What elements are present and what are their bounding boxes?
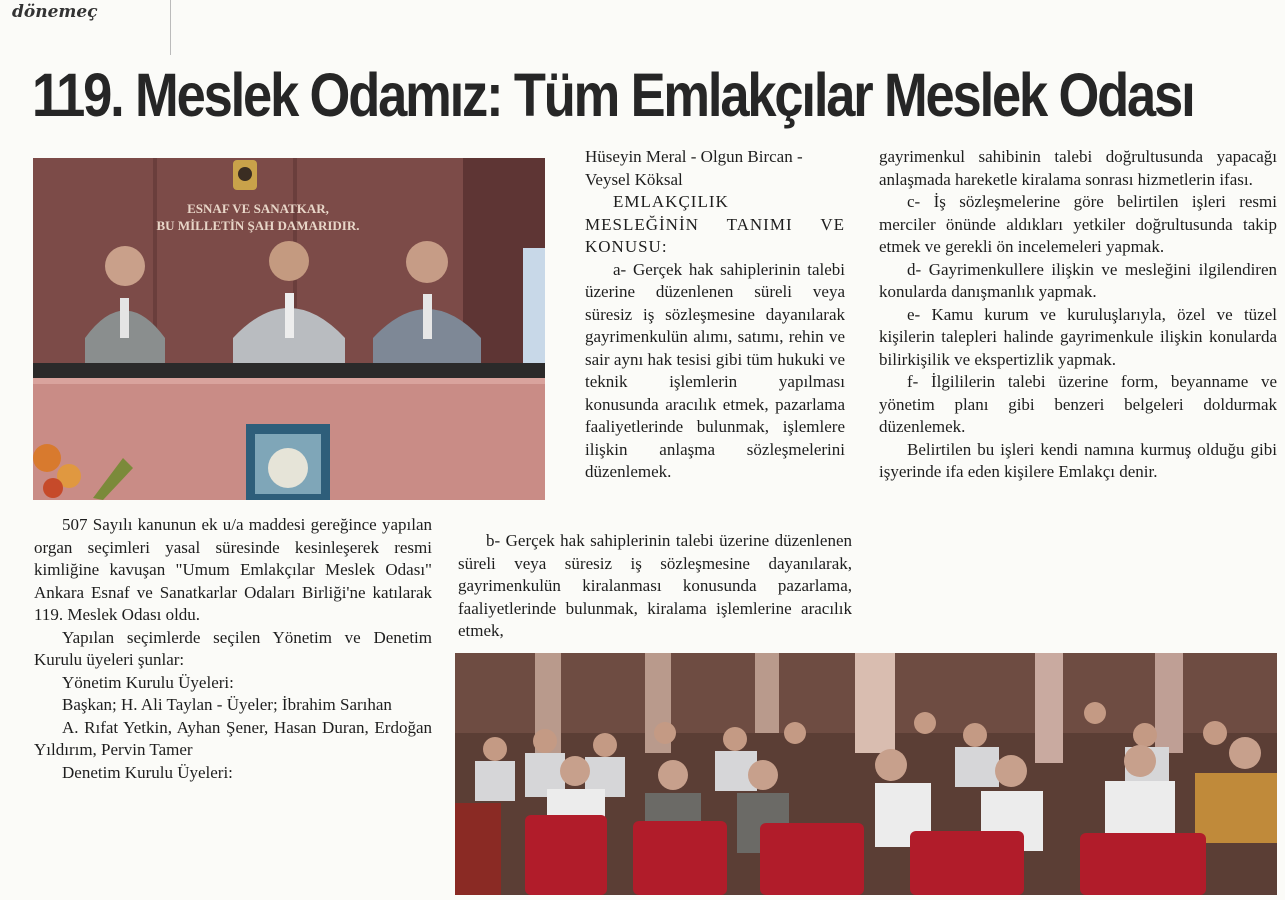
header-divider <box>170 0 171 55</box>
col1-board-heading: Yönetim Kurulu Üyeleri: <box>62 672 234 692</box>
col3-item-f: f- İlgililerin talebi üzerine form, beyanname ve yönetim planı gibi benzeri belgeleri doldurmak düzenlemek. <box>879 372 1277 436</box>
col1-board-chair: Başkan; H. Ali Taylan - Üyeler; İbrahim Sarıhan <box>62 695 392 714</box>
banner-line-2: BU MİLLETİN ŞAH DAMARIDIR. <box>156 218 360 233</box>
masthead: dönemeç <box>12 2 98 22</box>
col1-board-members: A. Rıfat Yetkin, Ayhan Şener, Hasan Duran, Erdoğan Yıldırım, Pervin Tamer <box>34 717 432 759</box>
col3-definition-summary: Belirtilen bu işleri kendi namına kurmuş olduğu gibi işyerinde ifa eden kişilere Emlakçı denir. <box>879 439 1277 481</box>
column-3 <box>879 146 1277 484</box>
col3-item-c: c- İş sözleşmelerine göre belirtilen işleri resmi merciler önünde aldıkları yetkiler doğrultusunda takip etmek ve gerekli ön incelemeleri yapmak. <box>879 192 1277 256</box>
col1-audit-heading: Denetim Kurulu Üyeleri: <box>62 762 233 782</box>
col2-item-b: b- Gerçek hak sahiplerinin talebi üzerine düzenlenen süreli veya süresiz iş sözleşmesine dayanılarak, gayrimenkulün kiralanması konusunda pazarlama, faaliyetlerinde bulunmak, kiralama işlemlerine aracılık etmek, <box>458 531 852 640</box>
col2-definition-heading: EMLAKÇILIK MESLEĞİNİN TANIMI VE KONUSU: <box>585 192 845 256</box>
col3-item-e: e- Kamu kurum ve kuruluşlarıyla, özel ve tüzel kişilerin talepleri halinde gayrimenkule ilişkin konularda bilirkişilik ve ekspertizlik yapmak. <box>879 304 1277 369</box>
col2-item-a: a- Gerçek hak sahiplerinin talebi üzerine düzenlenen süreli veya süresiz iş sözleşmesine dayanılarak gayrimenkulün alımı, satımı, rehin ve sair aynı hak tesisi gibi tüm hukuki ve teknik işlemlerin yapılması konusunda aracılık etmek, pazarlama faaliyetlerinde bulunmak, işlemlere ilişkin anlaşma sözleşmelerini düzenlemek. <box>585 259 845 481</box>
col2-audit-members: Hüseyin Meral - Olgun Bircan - Veysel Köksal <box>585 147 803 189</box>
col1-paragraph-intro: 507 Sayılı kanunun ek u/a maddesi gereğince yapılan organ seçimleri yasal süresinde kesinleşerek resmi kimliğine kavuşan "Umum Emlakçılar Meslek Odası" Ankara Esnaf ve Sanatkarlar Odaları Birliği'ne katılarak 119. Meslek Odası oldu. <box>34 515 432 624</box>
column-2 <box>585 146 845 484</box>
column-2-continued <box>458 530 852 643</box>
meeting-panel-photo <box>33 158 545 500</box>
headline: 119. Meslek Odamız: Tüm Emlakçılar Meslek Odası <box>32 61 1194 129</box>
audience-photo <box>455 653 1277 895</box>
col3-item-d: d- Gayrimenkullere ilişkin ve mesleğini ilgilendiren konularda danışmanlık yapmak. <box>879 259 1277 301</box>
column-1 <box>34 514 432 784</box>
banner-line-1: ESNAF VE SANATKAR, <box>187 201 329 216</box>
col1-paragraph-elections: Yapılan seçimlerde seçilen Yönetim ve Denetim Kurulu üyeleri şunlar: <box>34 627 432 669</box>
col3-item-b-continued: gayrimenkul sahibinin talebi doğrultusunda yapacağı anlaşmada hareketle kiralama sonrası hizmetlerin ifası. <box>879 147 1277 189</box>
